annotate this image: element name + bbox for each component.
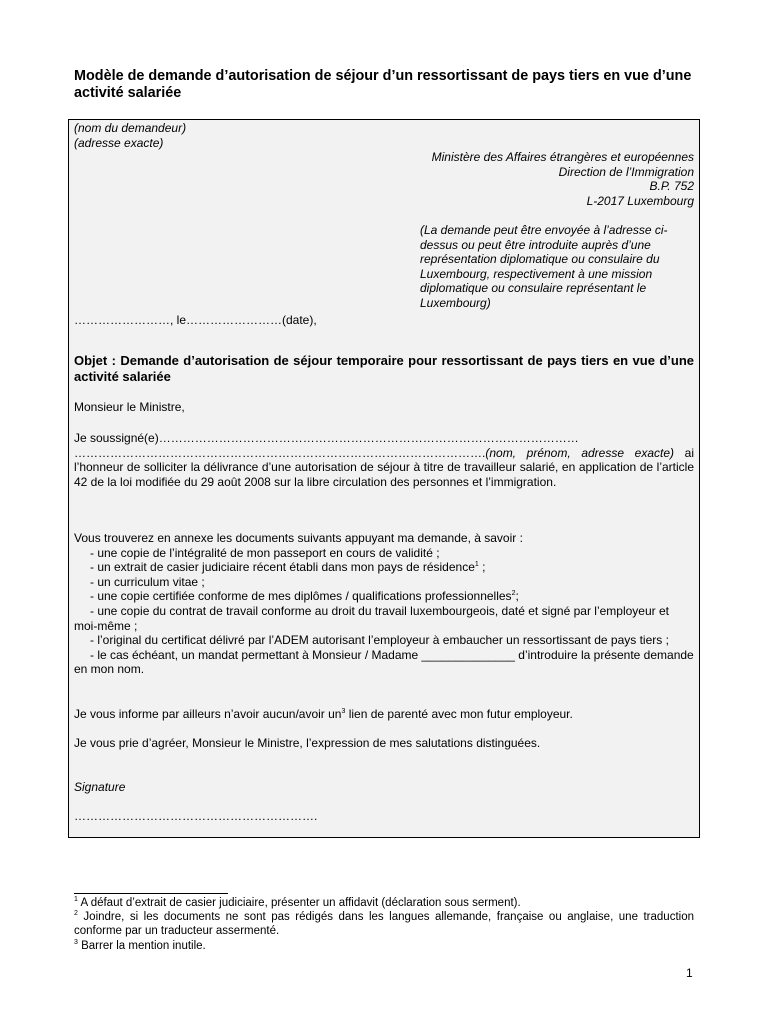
- closing-formula: Je vous prie d’agréer, Monsieur le Ministre, l’expression de mes salutations distinguées.: [74, 736, 541, 750]
- soussigne-dots-line: ………………………………………………………………………………………….: [74, 445, 486, 460]
- sender-address-placeholder: (adresse exacte): [74, 136, 164, 150]
- footnote-3: [74, 940, 694, 954]
- request-paragraph: [74, 431, 694, 489]
- recipient-line-2: Direction de l’Immigration: [558, 165, 694, 179]
- annex-item: [74, 560, 694, 575]
- annex-item-suffix: ;: [515, 589, 519, 604]
- footnote-text: A défaut d’extrait de casier judiciaire, présenter un affidavit (déclaration sous serment).: [77, 897, 521, 909]
- footnote-text: Barrer la mention inutile.: [77, 940, 206, 952]
- place-date-line: ……………………, le……………………(date),: [74, 313, 317, 327]
- annex-item: - une copie du contrat de travail conforme au droit du travail luxembourgeois, daté et signé par l’employeur et moi-même ;: [74, 603, 669, 633]
- footnote-ref: 1: [474, 561, 479, 569]
- annex-list: [74, 531, 694, 677]
- letter-subject: Objet : Demande d’autorisation de séjour temporaire pour ressortissant de pays tiers en vue d’une activité salariée: [74, 353, 694, 384]
- parente-text-end: lien de parenté avec mon futur employeur.: [345, 707, 573, 721]
- footnote-ref: 2: [511, 590, 516, 598]
- document-title: Modèle de demande d’autorisation de séjour d’un ressortissant de pays tiers en vue d’une activité salariée: [74, 68, 692, 101]
- footnote-1: [74, 897, 694, 911]
- footnote-mark: 1: [74, 896, 78, 904]
- request-text: ai l’honneur de solliciter la délivrance d’une autorisation de séjour à titre de travailleur salarié, en application de l’article 42 de la loi modifiée du 29 août 2008 sur la libre circulation des personnes et l’immigration.: [74, 445, 694, 489]
- salutation: Monsieur le Ministre,: [74, 400, 185, 414]
- footnote-2: [74, 911, 694, 938]
- annex-item-suffix: ;: [478, 560, 486, 575]
- footnote-text: Joindre, si les documents ne sont pas rédigés dans les langues allemande, française ou anglaise, une traduction conforme par un traducteur assermenté.: [74, 911, 694, 937]
- recipient-note: (La demande peut être envoyée à l’adresse ci-dessus ou peut être introduite auprès d’une représentation diplomatique ou consulaire du Luxembourg, respectivement à une mission diplomatique ou consulaire représentant le Luxembourg): [420, 223, 668, 310]
- annex-intro: Vous trouverez en annexe les documents suivants appuyant ma demande, à savoir :: [74, 531, 523, 545]
- footnote-mark: 3: [74, 939, 78, 947]
- soussigne-line: Je soussigné(e)……………………………………………………………………………………………: [74, 431, 579, 445]
- sender-name-placeholder: (nom du demandeur): [74, 121, 187, 135]
- recipient-line-4: L-2017 Luxembourg: [586, 194, 694, 208]
- recipient-line-1: Ministère des Affaires étrangères et européennes: [431, 150, 694, 164]
- signature-label: Signature: [74, 780, 126, 794]
- annex-item-text: - une copie certifiée conforme de mes diplômes / qualifications professionnelles: [90, 589, 512, 604]
- footnote-separator: [74, 893, 228, 894]
- page-number: 1: [686, 966, 693, 980]
- annex-item-text: - un extrait de casier judiciaire récent établi dans mon pays de résidence: [90, 560, 475, 575]
- parente-statement: [74, 707, 694, 722]
- annex-item: - l’original du certificat délivré par l’ADEM autorisant l’employeur à embaucher un ressortissant de pays tiers ;: [90, 633, 669, 648]
- footnote-ref: 3: [341, 708, 346, 715]
- annex-item: - une copie de l’intégralité de mon passeport en cours de validité ;: [90, 545, 440, 560]
- signature-line: …………………………………………………….: [74, 809, 318, 823]
- annex-item: [74, 589, 694, 604]
- annex-item: - un curriculum vitae ;: [90, 574, 205, 589]
- footnote-mark: 2: [74, 910, 78, 918]
- name-hint: (nom, prénom, adresse exacte): [485, 445, 674, 460]
- recipient-line-3: B.P. 752: [649, 179, 694, 193]
- parente-text: Je vous informe par ailleurs n’avoir aucun/avoir un: [74, 707, 342, 721]
- annex-item: - le cas échéant, un mandat permettant à Monsieur / Madame ______________ d’introduire la présente demande en mon nom.: [74, 647, 694, 677]
